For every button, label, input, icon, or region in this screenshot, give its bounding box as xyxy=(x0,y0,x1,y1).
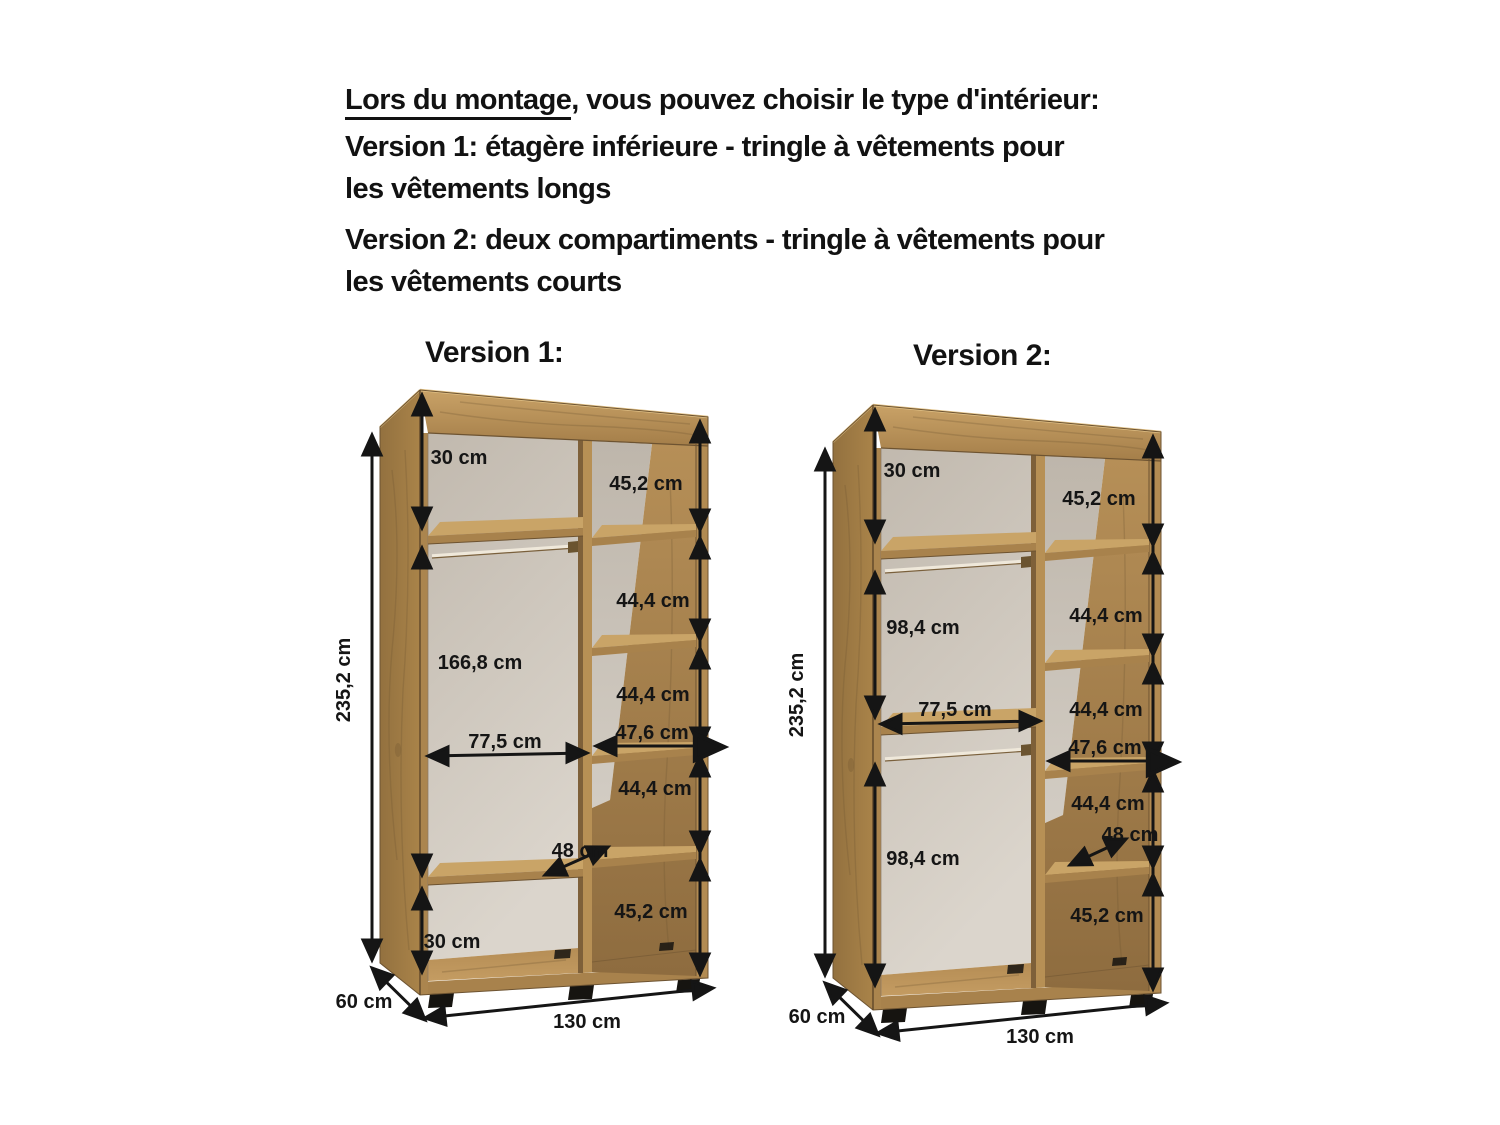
label-shelf-depth: 48 cm xyxy=(551,840,609,862)
version2-description-line1: Version 2: deux compartiments - tringle à vêtements pour xyxy=(345,224,1105,256)
label-right-compartment-2: 44,4 cm xyxy=(616,590,690,612)
label-right-compartment-5: 45,2 cm xyxy=(1070,905,1144,927)
label-bottom-shelf-height: 30 cm xyxy=(423,931,481,953)
label-right-width: 47,6 cm xyxy=(615,722,689,744)
label-left-width: 77,5 cm xyxy=(918,699,992,721)
label-width: 130 cm xyxy=(1006,1026,1074,1048)
label-right-compartment-1: 45,2 cm xyxy=(1062,488,1136,510)
version1-description-line1: Version 1: étagère inférieure - tringle à vêtements pour xyxy=(345,131,1065,163)
label-total-height: 235,2 cm xyxy=(333,637,355,723)
version2-description-line2: les vêtements courts xyxy=(345,266,622,298)
label-shelf-depth: 48 cm xyxy=(1101,824,1159,846)
label-upper-compartment-height: 98,4 cm xyxy=(886,617,960,639)
label-depth: 60 cm xyxy=(788,1006,846,1028)
intro-line xyxy=(345,84,1099,117)
label-hanging-space-height: 166,8 cm xyxy=(437,652,523,674)
label-right-compartment-2: 44,4 cm xyxy=(1069,605,1143,627)
label-left-width: 77,5 cm xyxy=(468,731,542,753)
version1-description-line2: les vêtements longs xyxy=(345,173,611,205)
label-right-compartment-4: 44,4 cm xyxy=(618,778,692,800)
label-right-compartment-3: 44,4 cm xyxy=(616,684,690,706)
label-total-height: 235,2 cm xyxy=(786,652,808,738)
label-depth: 60 cm xyxy=(335,991,393,1013)
label-right-compartment-3: 44,4 cm xyxy=(1069,699,1143,721)
label-lower-compartment-height: 98,4 cm xyxy=(886,848,960,870)
wardrobe-2-diagram xyxy=(783,375,1233,1075)
intro-rest-text: , vous pouvez choisir le type d'intérieur: xyxy=(571,84,1100,116)
label-right-compartment-4: 44,4 cm xyxy=(1071,793,1145,815)
wardrobe-1-title: Version 1: xyxy=(425,336,564,369)
wardrobe-2-title: Version 2: xyxy=(913,339,1052,372)
label-right-width: 47,6 cm xyxy=(1068,737,1142,759)
wardrobe-1-diagram xyxy=(330,360,780,1060)
label-right-compartment-5: 45,2 cm xyxy=(614,901,688,923)
intro-underlined-text: Lors du montage xyxy=(345,84,571,120)
label-right-compartment-1: 45,2 cm xyxy=(609,473,683,495)
label-top-shelf-height: 30 cm xyxy=(430,447,488,469)
label-width: 130 cm xyxy=(553,1011,621,1033)
label-top-shelf-height: 30 cm xyxy=(883,460,941,482)
